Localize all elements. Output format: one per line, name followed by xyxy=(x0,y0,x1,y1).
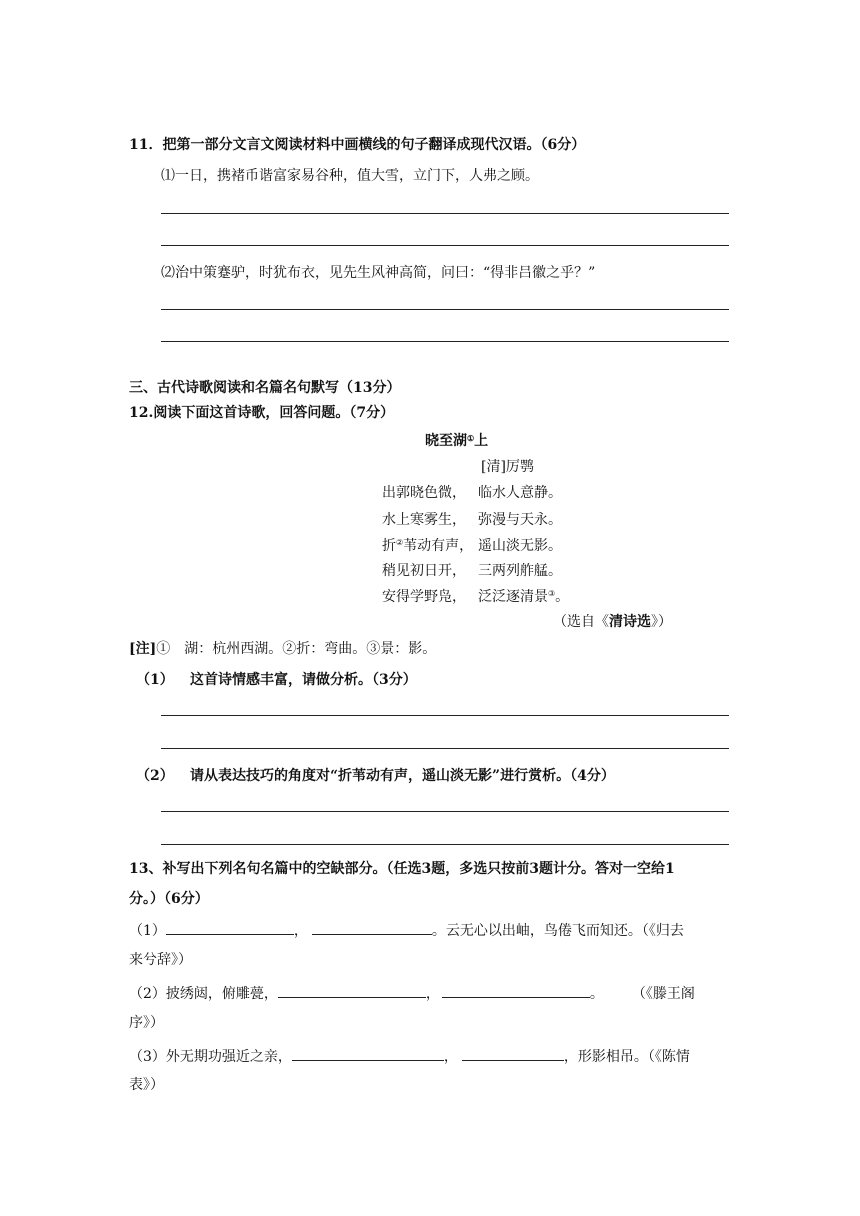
answer-line[interactable] xyxy=(161,844,729,845)
answer-line[interactable] xyxy=(161,245,729,246)
poem-line: 折②苇动有声， 遥山淡无影。 xyxy=(382,538,562,554)
q13-item-1: （1） ， 。云无心以出岫，鸟倦飞而知还。（《归去 xyxy=(129,920,684,940)
q13-item-3-cont: 表》） xyxy=(129,1077,164,1093)
answer-line[interactable] xyxy=(161,341,729,342)
poem-line: 稍见初日开， 三两列舴艋。 xyxy=(382,563,562,579)
q11-sentence-1: ⑴一日，携褚币谐富家易谷种，值大雪，立门下，人弗之顾。 xyxy=(161,168,539,184)
answer-line[interactable] xyxy=(161,715,729,716)
q13-item-2-cont: 序》） xyxy=(129,1015,164,1031)
answer-line[interactable] xyxy=(161,309,729,310)
section-3-heading: 三、古代诗歌阅读和名篇名句默写（13分） xyxy=(129,380,401,396)
fill-blank[interactable] xyxy=(278,983,426,998)
q13-item-2: （2）披绣闼，俯雕甍， ， 。 （《滕王阁 xyxy=(129,983,695,1003)
poem-source: （选自《清诗选》） xyxy=(553,614,672,630)
answer-line[interactable] xyxy=(161,748,729,749)
fill-blank[interactable] xyxy=(166,920,294,935)
fill-blank[interactable] xyxy=(462,1046,564,1061)
q12-title: 12.阅读下面这首诗歌，回答问题。（7分） xyxy=(129,405,395,421)
q11-title: 11．把第一部分文言文阅读材料中画横线的句子翻译成现代汉语。（6分） xyxy=(129,137,586,153)
poem-line: 水上寒雾生， 弥漫与天永。 xyxy=(382,512,562,528)
poem-line: 出郭晓色微， 临水人意静。 xyxy=(382,485,562,501)
q12-sub2-number: （2） xyxy=(136,768,174,784)
fill-blank[interactable] xyxy=(292,1046,444,1061)
q13-title-line-2: 分。）（6分） xyxy=(129,891,209,907)
q11-sentence-2: ⑵治中策蹇驴，时犹布衣，见先生风神高简，问曰：“得非吕徽之乎？” xyxy=(161,265,596,281)
answer-line[interactable] xyxy=(161,213,729,214)
q12-sub1-number: （1） xyxy=(136,672,174,688)
poem-title: 晓至湖①上 xyxy=(425,433,489,449)
q13-item-1-cont: 来兮辞》） xyxy=(129,952,192,968)
poem-notes: [注]① 湖：杭州西湖。②折：弯曲。③景：影。 xyxy=(129,641,437,657)
fill-blank[interactable] xyxy=(442,983,590,998)
answer-line[interactable] xyxy=(161,811,729,812)
q12-sub1-text: 这首诗情感丰富，请做分析。（3分） xyxy=(190,672,417,688)
poem-line: 安得学野凫， 泛泛逐清景③。 xyxy=(382,589,570,605)
q13-title-line-1: 13、补写出下列名句名篇中的空缺部分。（任选3题，多选只按前3题计分。答对一空给1 xyxy=(129,861,675,877)
q13-item-3: （3）外无期功强近之亲， ， ，形影相吊。（《陈情 xyxy=(129,1046,690,1066)
fill-blank[interactable] xyxy=(312,920,432,935)
poem-author: [清]厉鹗 xyxy=(481,459,534,475)
q12-sub2-text: 请从表达技巧的角度对“折苇动有声，遥山淡无影”进行赏析。（4分） xyxy=(190,768,615,784)
